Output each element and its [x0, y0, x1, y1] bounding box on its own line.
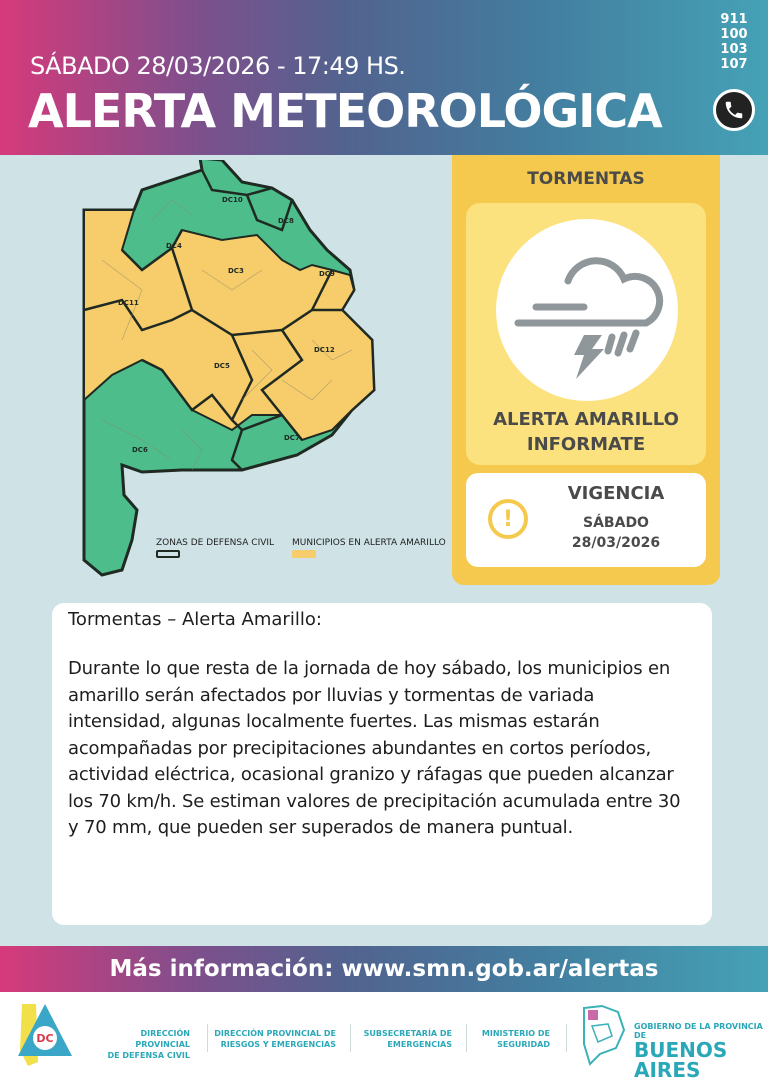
emergency-phones [712, 12, 756, 72]
footer-defensa-civil [86, 1028, 190, 1061]
dc-logo [14, 1000, 76, 1068]
page-title: ALERTA METEOROLÓGICA [28, 84, 662, 138]
gov-big-text: BUENOS AIRES [634, 1038, 728, 1082]
phone-number: 911 [720, 12, 748, 27]
zone-label: DC8 [278, 217, 294, 225]
description-title: Tormentas – Alerta Amarillo: [68, 609, 322, 630]
divider [566, 1024, 567, 1052]
footer-line: SEGURIDAD [497, 1040, 550, 1049]
footer-line: DIRECCIÓN PROVINCIAL [135, 1029, 190, 1049]
phone-number: 103 [720, 42, 748, 57]
dc-logo-text: DC [36, 1032, 54, 1045]
alert-level-label [466, 407, 706, 457]
phenomenon-title: TORMENTAS [527, 169, 645, 189]
province-map-logo [578, 1004, 626, 1066]
legend-alert-swatch [292, 550, 316, 558]
header-banner [0, 0, 768, 155]
zone-label: DC4 [166, 242, 182, 250]
validity-date [546, 513, 686, 553]
phone-number: 100 [720, 27, 748, 42]
divider [207, 1024, 208, 1052]
alert-side-panel [452, 155, 720, 585]
map-graphic [82, 160, 452, 580]
footer-line: DIRECCIÓN PROVINCIAL DE [214, 1029, 336, 1038]
zone-label: DC10 [222, 196, 243, 204]
more-info-link[interactable]: Más información: www.smn.gob.ar/alertas [0, 946, 768, 992]
footer-line: MINISTERIO DE [481, 1029, 550, 1038]
validity-day: SÁBADO [583, 515, 649, 531]
zone-label: DC5 [214, 362, 230, 370]
alert-level-line2: INFORMATE [526, 434, 646, 455]
legend-zones-swatch [156, 550, 180, 558]
validity-date-value: 28/03/2026 [571, 535, 661, 551]
legend-alert-label: MUNICIPIOS EN ALERTA AMARILLO [292, 538, 446, 548]
divider [466, 1024, 467, 1052]
description-body: Durante lo que resta de la jornada de hoy sábado, los municipios en amarillo serán afectados por lluvias y tormentas de variada intensidad, algunas localmente fuertes. Las mismas estarán acompañadas por precipitaciones abundantes en cortos períodos, actividad eléctrica, ocasional granizo y ráfagas que pueden alcanzar los 70 km/h. Se estiman valores de precipitación acumulada entre 30 y 70 mm, que pueden ser superados de manera puntual. [68, 658, 681, 838]
zone-label: DC12 [314, 346, 335, 354]
zone-label: DC9 [319, 270, 335, 278]
phone-icon [713, 89, 755, 131]
exclamation-icon: ! [488, 499, 528, 539]
zone-label: DC11 [118, 299, 139, 307]
footer-line: SUBSECRETARÍA DE [363, 1029, 452, 1038]
legend-zones [156, 538, 274, 558]
phone-number: 107 [720, 57, 748, 72]
storm-cloud-icon [496, 219, 678, 401]
footer-line: RIESGOS Y EMERGENCIAS [220, 1040, 336, 1049]
legend-alert [292, 538, 446, 558]
zone-label: DC6 [132, 446, 148, 454]
zone-label: DC3 [228, 267, 244, 275]
alert-level-card [466, 203, 706, 465]
footer-ministerio [472, 1028, 550, 1050]
province-alert-map [82, 160, 452, 580]
validity-card [466, 473, 706, 567]
footer-subsecretaria [356, 1028, 452, 1050]
divider [350, 1024, 351, 1052]
zone-label: DC7 [284, 434, 300, 442]
footer-logos [0, 992, 768, 1086]
alert-description [52, 603, 712, 925]
legend-zones-label: ZONAS DE DEFENSA CIVIL [156, 538, 275, 548]
footer-line: EMERGENCIAS [387, 1040, 452, 1049]
alert-level-line1: ALERTA AMARILLO [493, 409, 679, 430]
validity-title: VIGENCIA [567, 483, 665, 504]
footer-line: DE DEFENSA CIVIL [107, 1051, 190, 1060]
date-line: SÁBADO 28/03/2026 - 17:49 HS. [30, 52, 406, 80]
gov-small-text: GOBIERNO DE LA PROVINCIA DE [634, 1022, 763, 1040]
government-logo [634, 1022, 768, 1080]
footer-riesgos [212, 1028, 336, 1050]
